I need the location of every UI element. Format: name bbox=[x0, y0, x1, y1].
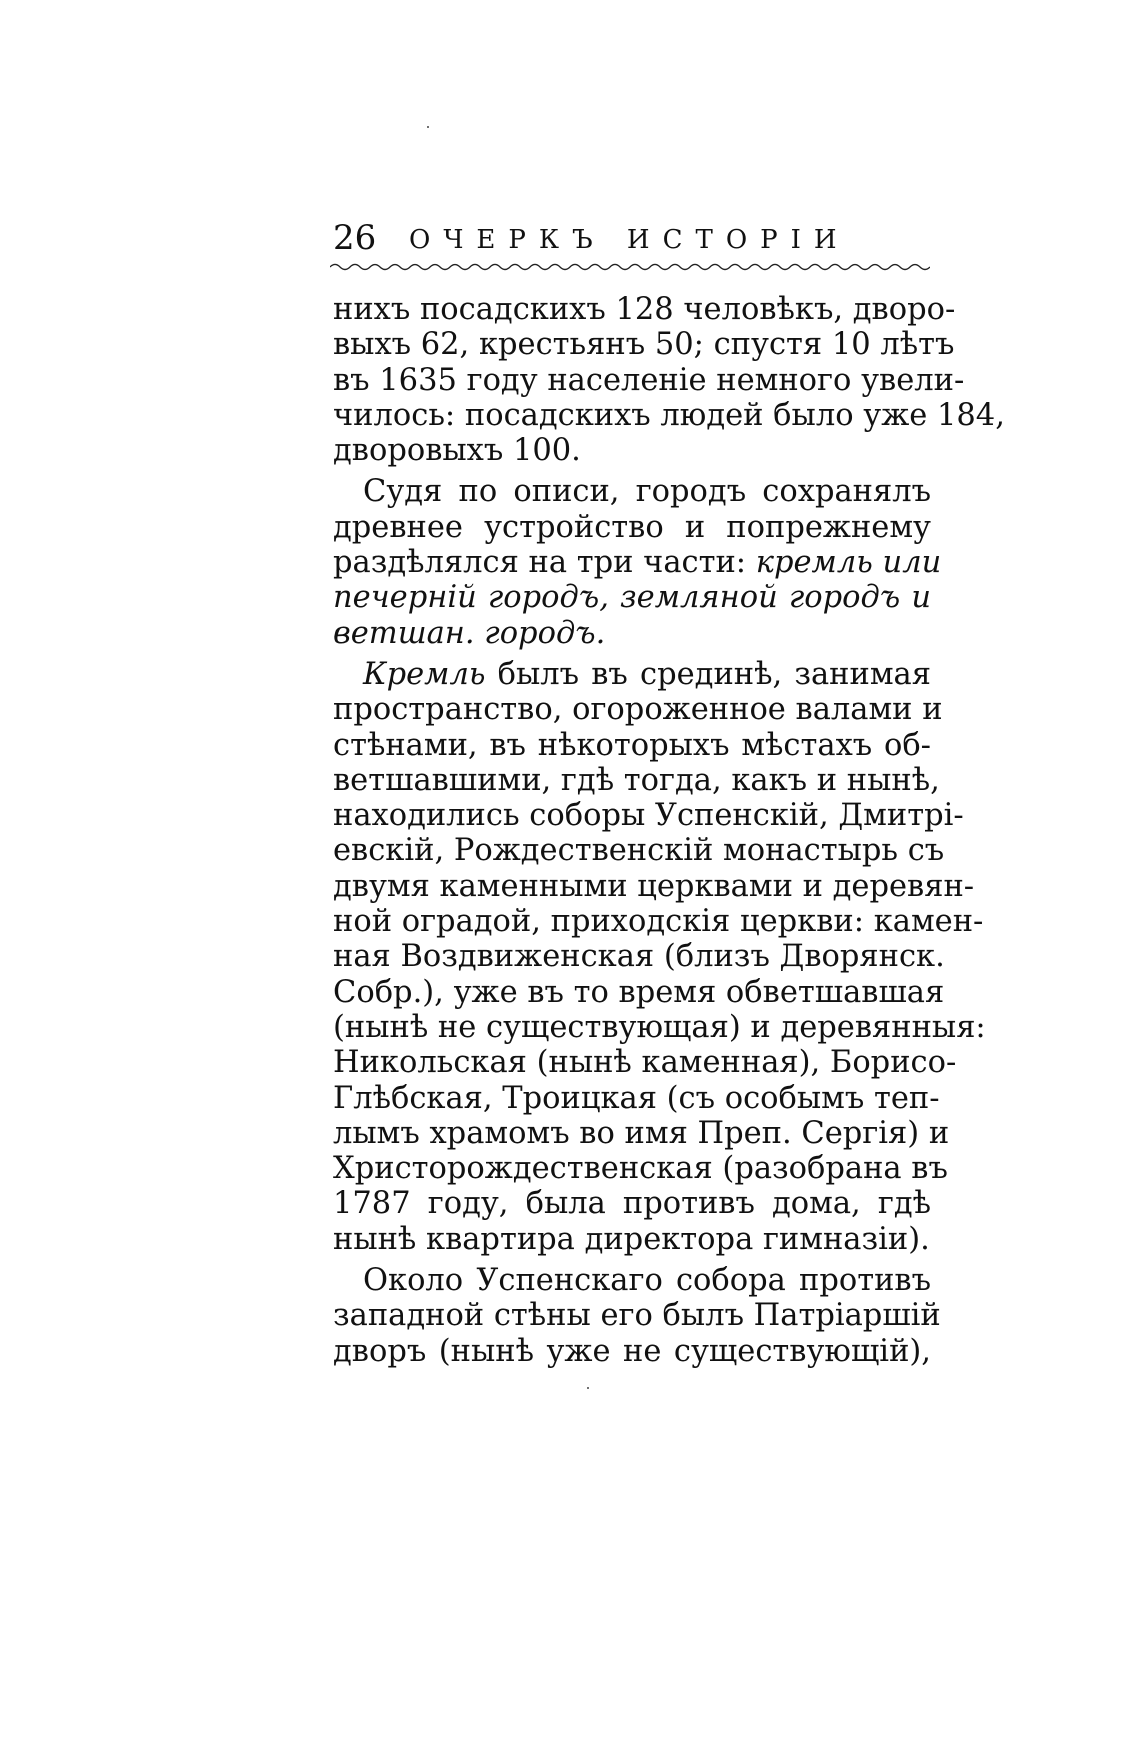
italic-line: печерній городъ, земляной городъ и bbox=[333, 580, 931, 616]
text-line-mixed bbox=[333, 657, 931, 692]
text-line: Христорождественская (разобрана въ bbox=[333, 1151, 948, 1187]
text-segment: раздѣлялся на три части: bbox=[333, 545, 747, 581]
text-line: нынѣ квартира директора гимназіи). bbox=[333, 1221, 930, 1257]
text-line: древнее устройство и попрежнему bbox=[333, 509, 931, 545]
text-line: Около Успенскаго собора противъ bbox=[363, 1263, 931, 1299]
text-line-mixed bbox=[333, 545, 942, 581]
text-line: въ 1635 году населеніе немного увели- bbox=[333, 362, 965, 398]
text-line: стѣнами, въ нѣкоторыхъ мѣстахъ об- bbox=[333, 727, 931, 763]
text-line: западной стѣны его былъ Патріаршій bbox=[333, 1298, 941, 1334]
italic-line: ветшан. городъ. bbox=[333, 615, 606, 651]
italic-term: кремль или bbox=[755, 545, 942, 581]
page-header bbox=[333, 218, 933, 268]
text-line: (нынѣ не существующая) и деревянныя: bbox=[333, 1009, 986, 1045]
ink-speck bbox=[427, 126, 429, 128]
text-line: чилось: посадскихъ людей было уже 184, bbox=[333, 397, 1005, 433]
text-line: ветшавшими, гдѣ тогда, какъ и нынѣ, bbox=[333, 762, 940, 798]
text-segment: былъ въ срединѣ, занимая bbox=[497, 656, 931, 692]
text-line: ная Воздвиженская (близъ Дворянск. bbox=[333, 939, 945, 975]
text-line: ной оградой, приходскія церкви: камен- bbox=[333, 904, 984, 940]
text-line: Собр.), уже въ то время обветшавшая bbox=[333, 974, 945, 1010]
text-line: Судя по описи, городъ сохранялъ bbox=[363, 474, 931, 510]
text-line: дворовыхъ 100. bbox=[333, 433, 581, 469]
body-text bbox=[333, 292, 1005, 1369]
text-line: выхъ 62, крестьянъ 50; спустя 10 лѣтъ bbox=[333, 327, 955, 363]
italic-term: Кремль bbox=[363, 656, 486, 692]
text-line: нихъ посадскихъ 128 человѣкъ, дворо- bbox=[333, 292, 956, 327]
running-title: ОЧЕРКЪ ИСТОРІИ bbox=[409, 225, 850, 255]
wavy-header-rule bbox=[330, 262, 930, 274]
ink-speck bbox=[587, 1387, 589, 1389]
text-line: дворъ (нынѣ уже не существующій), bbox=[333, 1333, 931, 1369]
text-line: евскій, Рождественскій монастырь съ bbox=[333, 833, 945, 869]
text-line: пространство, огороженное валами и bbox=[333, 692, 943, 728]
text-line: лымъ храмомъ во имя Преп. Сергія) и bbox=[333, 1115, 950, 1151]
page-number: 26 bbox=[333, 218, 377, 258]
text-line: 1787 году, была противъ дома, гдѣ bbox=[333, 1186, 931, 1222]
text-line: Глѣбская, Троицкая (съ особымъ теп- bbox=[333, 1080, 940, 1116]
text-line: двумя каменными церквами и деревян- bbox=[333, 868, 975, 904]
text-line: находились соборы Успенскій, Дмитрі- bbox=[333, 798, 964, 834]
text-line: Никольская (нынѣ каменная), Борисо- bbox=[333, 1045, 957, 1081]
